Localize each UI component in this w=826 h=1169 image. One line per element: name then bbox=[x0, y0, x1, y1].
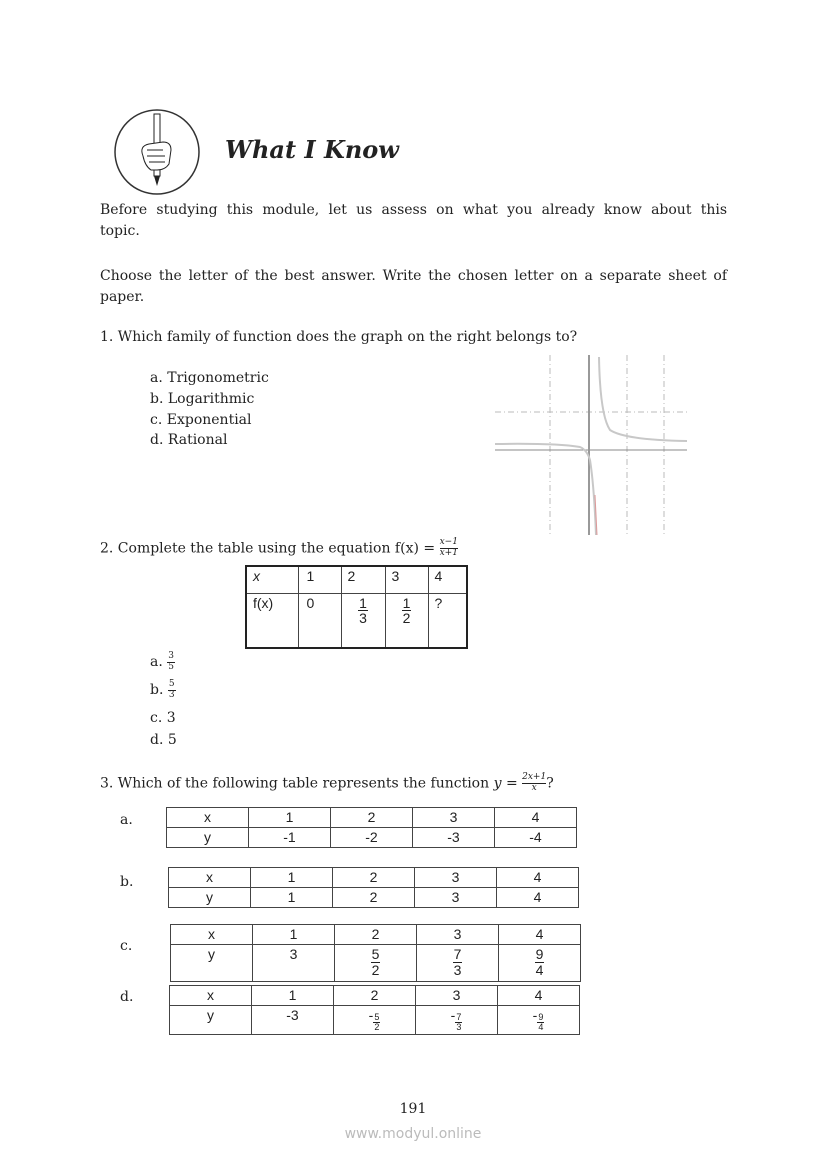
q2-option-c: c. 3 bbox=[150, 710, 176, 726]
x-cell: 2 bbox=[335, 925, 417, 945]
question-3: 3. Which of the following table represents the function y = $\frac{2x+1}{x}$ ? bbox=[100, 772, 554, 793]
x-cell: 4 bbox=[498, 986, 580, 1006]
page-title: What I Know bbox=[225, 135, 399, 164]
q3-table-c bbox=[170, 924, 581, 982]
x-cell: 1 bbox=[252, 986, 334, 1006]
q1-option-b: b. Logarithmic bbox=[150, 391, 255, 407]
x-cell: 1 bbox=[249, 808, 331, 828]
intro-line-1: Before studying this module, let us assess on what you already know about this bbox=[100, 202, 727, 218]
y-cell: 2 bbox=[333, 888, 415, 908]
x-cell: x bbox=[169, 868, 251, 888]
x-cell: x bbox=[171, 925, 253, 945]
q1-option-a: a. Trigonometric bbox=[150, 370, 269, 386]
q2-f-label: f(x) bbox=[246, 593, 298, 648]
x-cell: 2 bbox=[334, 986, 416, 1006]
q2-option-d: d. 5 bbox=[150, 732, 177, 748]
q2-option-b: b. $\frac{5}{3}$ bbox=[150, 679, 175, 700]
y-cell: 4 bbox=[497, 888, 579, 908]
q2-f-cell: ? bbox=[428, 593, 467, 648]
q2-f-cell: 0 bbox=[298, 593, 341, 648]
x-cell: 1 bbox=[253, 925, 335, 945]
question-1: 1. Which family of function does the graph on the right belongs to? bbox=[100, 329, 578, 345]
y-cell: 1 bbox=[251, 888, 333, 908]
q2-option-a: a. $\frac{3}{5}$ bbox=[150, 651, 174, 672]
page-number: 191 bbox=[399, 1101, 427, 1117]
y-cell: -3 bbox=[413, 828, 495, 848]
y-cell: -2 bbox=[331, 828, 413, 848]
q2-eq-denominator: x+1 bbox=[439, 547, 458, 558]
q3-table-a bbox=[166, 807, 577, 848]
y-cell: y bbox=[169, 888, 251, 908]
q3-table-b bbox=[168, 867, 579, 908]
question-2 bbox=[100, 538, 727, 559]
x-cell: 3 bbox=[415, 868, 497, 888]
y-cell: 3 bbox=[415, 888, 497, 908]
x-cell: 1 bbox=[251, 868, 333, 888]
q3-option-label: d. bbox=[120, 989, 134, 1005]
q2-f-cell: $\frac{1}{2}$ bbox=[385, 593, 428, 648]
q2-x-cell: 3 bbox=[385, 566, 428, 593]
x-cell: 3 bbox=[417, 925, 499, 945]
y-cell: -4 bbox=[495, 828, 577, 848]
y-cell: y bbox=[171, 945, 253, 982]
x-cell: 3 bbox=[413, 808, 495, 828]
x-cell: 2 bbox=[333, 868, 415, 888]
y-cell: $\frac{7}{3}$ bbox=[417, 945, 499, 982]
x-cell: 3 bbox=[416, 986, 498, 1006]
q2-eq-numerator: x−1 bbox=[439, 537, 458, 547]
instructions-line-2: paper. bbox=[100, 289, 145, 305]
y-cell: y bbox=[167, 828, 249, 848]
x-cell: x bbox=[167, 808, 249, 828]
q1-option-c: c. Exponential bbox=[150, 412, 252, 428]
q3-table-d bbox=[169, 985, 580, 1035]
x-cell: x bbox=[170, 986, 252, 1006]
q2-x-cell: 1 bbox=[298, 566, 341, 593]
q2-table bbox=[245, 565, 468, 649]
x-cell: 4 bbox=[497, 868, 579, 888]
q3-option-label: a. bbox=[120, 812, 133, 828]
y-cell: - $\frac{5}{2}$ bbox=[334, 1006, 416, 1035]
y-cell: - $\frac{7}{3}$ bbox=[416, 1006, 498, 1035]
q3-option-label: b. bbox=[120, 874, 134, 890]
y-cell: $\frac{9}{4}$ bbox=[499, 945, 581, 982]
y-cell: y bbox=[170, 1006, 252, 1035]
y-cell: 3 bbox=[253, 945, 335, 982]
x-cell: 2 bbox=[331, 808, 413, 828]
q2-text: 2. Complete the table using the equation f(x) = bbox=[100, 540, 436, 557]
x-cell: 4 bbox=[499, 925, 581, 945]
q2-x-label: x bbox=[246, 566, 298, 593]
y-cell: - $\frac{9}{4}$ bbox=[498, 1006, 580, 1035]
watermark: www.modyul.online bbox=[344, 1126, 482, 1142]
q2-x-cell: 2 bbox=[341, 566, 385, 593]
y-cell: $\frac{5}{2}$ bbox=[335, 945, 417, 982]
q1-option-d: d. Rational bbox=[150, 432, 228, 448]
q2-f-cell: $\frac{1}{3}$ bbox=[341, 593, 385, 648]
intro-line-2: topic. bbox=[100, 223, 140, 239]
rational-function-graph bbox=[495, 355, 687, 539]
y-cell: -3 bbox=[252, 1006, 334, 1035]
y-cell: -1 bbox=[249, 828, 331, 848]
what-i-know-icon bbox=[113, 108, 201, 200]
q3-option-label: c. bbox=[120, 938, 133, 954]
q2-x-cell: 4 bbox=[428, 566, 467, 593]
instructions-line-1: Choose the letter of the best answer. Write the chosen letter on a separate sheet of bbox=[100, 268, 727, 284]
x-cell: 4 bbox=[495, 808, 577, 828]
